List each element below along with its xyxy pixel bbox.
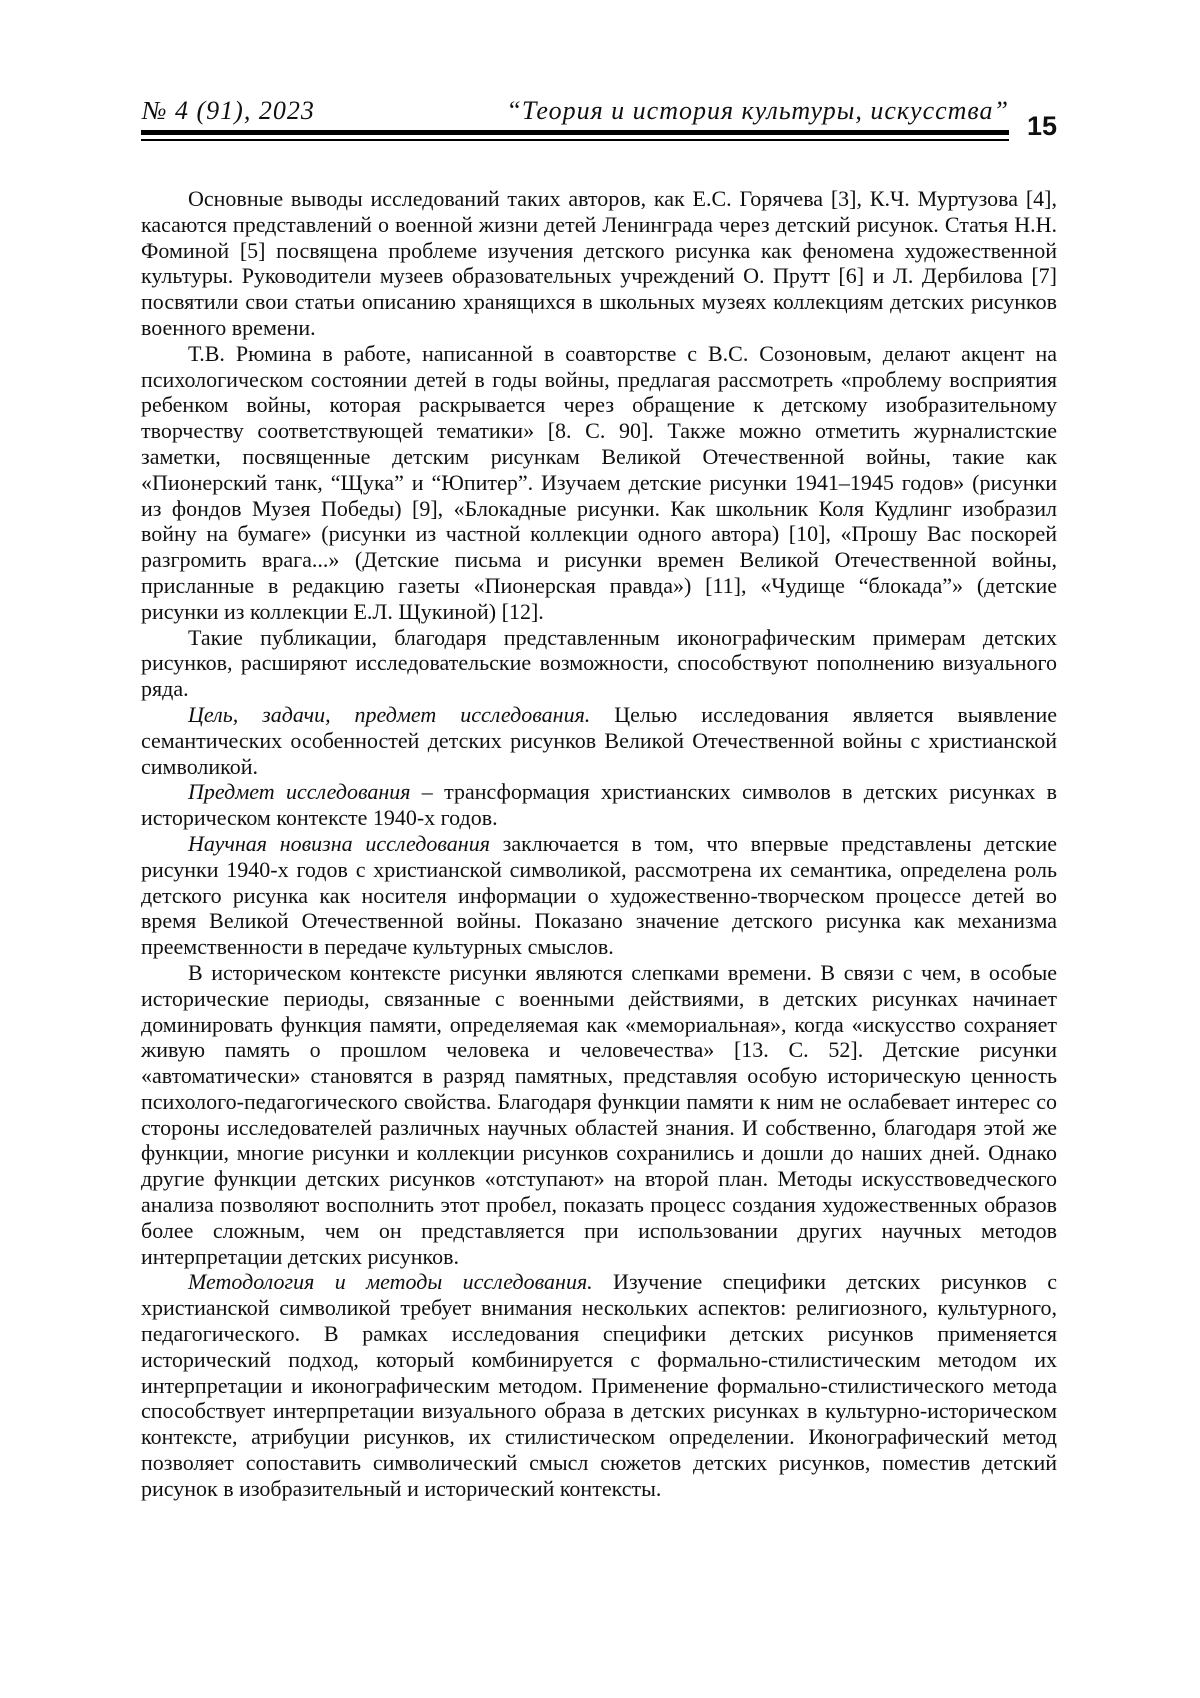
header-rule-thick — [141, 130, 1009, 135]
paragraph — [141, 186, 1057, 341]
issue-label: № 4 (91), 2023 — [142, 96, 315, 125]
paragraph — [141, 702, 1057, 779]
paragraph — [141, 831, 1057, 960]
paragraph — [141, 960, 1057, 1270]
paragraph-lead-italic: Цель, задачи, предмет исследования. — [188, 701, 591, 727]
paragraph-text: В историческом контексте рисунки являются слепками времени. В связи с чем, в особые исторические периоды, связанные с военными действиями, в детских рисунках начинает доминировать функция памяти, определяемая как «мемориальная», когда «искусство сохраняет живую память о прошлом человека и человечества» [13. С. 52]. Детские рисунки «автоматически» становятся в разряд памятных, представляя особую историческую ценность психолого-педагогического свойства. Благодаря функции памяти к ним не ослабевает интерес со стороны исследователей различных научных областей знания. И собственно, благодаря этой же функции, многие рисунки и коллекции рисунков сохранились и дошли до наших дней. Однако другие функции детских рисунков «отступают» на второй план. Методы искусствоведческого анализа позволяют восполнить этот пробел, показать процесс создания художественных образов более сложным, чем он представляется при использовании других научных методов интерпретации детских рисунков. — [141, 959, 1057, 1269]
paragraph-lead-italic: Научная новизна исследования — [188, 830, 490, 856]
article-body — [141, 186, 1057, 1502]
paragraph-lead-italic: Предмет исследования — [188, 779, 411, 805]
paragraph-text: Целью исследования является выявление семантических особенностей детских рисунков Великой Отечественной войны с христианской символикой. — [141, 701, 1057, 779]
paragraph-text: Изучение специфики детских рисунков с христианской символикой требует внимания нескольких аспектов: религиозного, культурного, педагогического. В рамках исследования специфики детских рисунков применяется исторический подход, который комбинируется с формально-стилистическим методом их интерпретации и иконографическим методом. Применение формально-стилистического метода способствует интерпретации визуального образа в детских рисунках в культурно-историческом контексте, атрибуции рисунков, их стилистическом определении. Иконографический метод позволяет сопоставить символический смысл сюжетов детских рисунков, поместив детский рисунок в изобразительный и исторический контексты. — [141, 1269, 1057, 1501]
paragraph-text: Такие публикации, благодаря представленным иконографическим примерам детских рисунков, расширяют исследовательские возможности, способствуют пополнению визуального ряда. — [141, 624, 1057, 702]
paragraph — [141, 1269, 1057, 1501]
header-rule-thin — [141, 139, 1009, 141]
paragraph — [141, 625, 1057, 702]
paragraph-text: – трансформация христианских символов в детских рисунках в историческом контексте 1940-х годов. — [141, 779, 1057, 831]
journal-title: “Теория и история культуры, искусства” — [506, 96, 1009, 125]
paragraph — [141, 341, 1057, 625]
paragraph-text: Т.В. Рюмина в работе, написанной в соавторстве с В.С. Созоновым, делают акцент на психологическом состоянии детей в годы войны, предлагая рассмотреть «проблему восприятия ребенком войны, которая раскрывается через обращение к детскому изобразительному творчеству соответствующей тематики» [8. С. 90]. Также можно отметить журналистские заметки, посвященные детским рисункам Великой Отечественной войны, такие как «Пионерский танк, “Щука” и “Юпитер”. Изучаем детские рисунки 1941–1945 годов» (рисунки из фондов Музея Победы) [9], «Блокадные рисунки. Как школьник Коля Кудлинг изобразил войну на бумаге» (рисунки из частной коллекции одного автора) [10], «Прошу Вас поскорей разгромить врага...» (Детские письма и рисунки времен Великой Отечественной войны, присланные в редакцию газеты «Пионерская правда») [11], «Чудище “блокада”» (детские рисунки из коллекции Е.Л. Щукиной) [12]. — [141, 340, 1057, 624]
paragraph-lead-italic: Методология и методы исследования. — [188, 1269, 593, 1295]
paragraph — [141, 779, 1057, 831]
paragraph-text: заключается в том, что впервые представлены детские рисунки 1940-х годов с христианской символикой, рассмотрена их семантика, определена роль детского рисунка как носителя информации о художественно-творческом процессе детей во время Великой Отечественной войны. Показано значение детского рисунка как механизма преемственности в передаче культурных смыслов. — [141, 830, 1058, 960]
page-number: 15 — [1026, 111, 1057, 141]
paragraph-text: Основные выводы исследований таких авторов, как Е.С. Горячева [3], К.Ч. Муртузова [4], касаются представлений о военной жизни детей Ленинграда через детский рисунок. Статья Н.Н. Фоминой [5] посвящена проблеме изучения детского рисунка как феномена художественной культуры. Руководители музеев образовательных учреждений О. Прутт [6] и Л. Дербилова [7] посвятили свои статьи описанию хранящихся в школьных музеях коллекциям детских рисунков военного времени. — [141, 186, 1057, 340]
